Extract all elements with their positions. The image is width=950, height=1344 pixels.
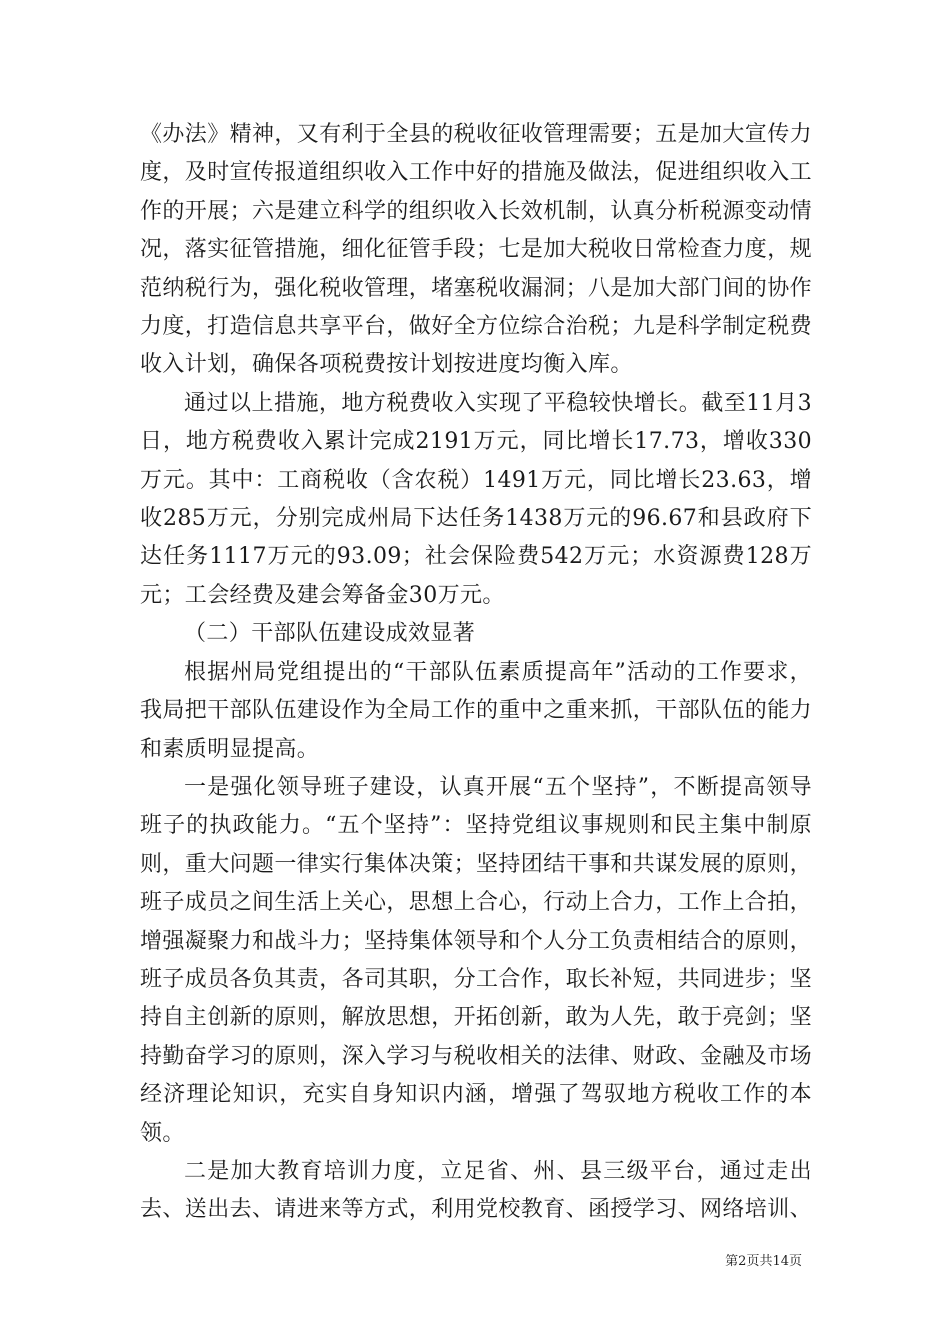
paragraph-training: 二是加大教育培训力度，立足省、州、县三级平台，通过走出去、送出去、请进来等方式，利用党校教育、函授学习、网络培训、 (140, 1158, 813, 1223)
page-number: 第2页共14页 (725, 1254, 802, 1269)
document-body (140, 116, 812, 1230)
paragraph-leadership: 一是强化领导班子建设，认真开展“五个坚持”，不断提高领导班子的执政能力。“五个坚持”：坚持党组议事规则和民主集中制原则，重大问题一律实行集体决策；坚持团结干事和共谋发展的原则，班子成员之间生活上关心，思想上合心，行动上合力，工作上合拍，增强凝聚力和战斗力；坚持集体领导和个人分工负责相结合的原则，班子成员各负其责，各司其职，分工合作，取长补短，共同进步；坚持自主创新的原则，解放思想，开拓创新，敢为人先，敢于亮剑；坚持勤奋学习的原则，深入学习与税收相关的法律、财政、金融及市场经济理论知识，充实自身知识内涵，增强了驾驭地方税收工作的本领。 (140, 774, 813, 1146)
paragraph-cadre-intro: 根据州局党组提出的“干部队伍素质提高年”活动的工作要求，我局把干部队伍建设作为全局工作的重中之重来抓，干部队伍的能力和素质明显提高。 (140, 659, 813, 762)
paragraph-continuation: 《办法》精神，又有利于全县的税收征收管理需要；五是加大宣传力度，及时宣传报道组织收入工作中好的措施及做法，促进组织收入工作的开展；六是建立科学的组织收入长效机制，认真分析税源变动情况，落实征管措施，细化征管手段；七是加大税收日常检查力度，规范纳税行为，强化税收管理，堵塞税收漏洞；八是加大部门间的协作力度，打造信息共享平台，做好全方位综合治税；九是科学制定税费收入计划，确保各项税费按计划按进度均衡入库。 (140, 122, 813, 378)
paragraph-revenue-results: 通过以上措施，地方税费收入实现了平稳较快增长。截至11月3日，地方税费收入累计完成2191万元，同比增长17.73，增收330万元。其中：工商税收（含农税）1491万元，同比增长23.63，增收285万元，分别完成州局下达任务1438万元的96.67和县政府下达任务1117万元的93.09；社会保险费542万元；水资源费128万元；工会经费及建会筹备金30万元。 (140, 390, 812, 608)
section-heading: （二）干部队伍建设成效显著 (184, 621, 476, 647)
